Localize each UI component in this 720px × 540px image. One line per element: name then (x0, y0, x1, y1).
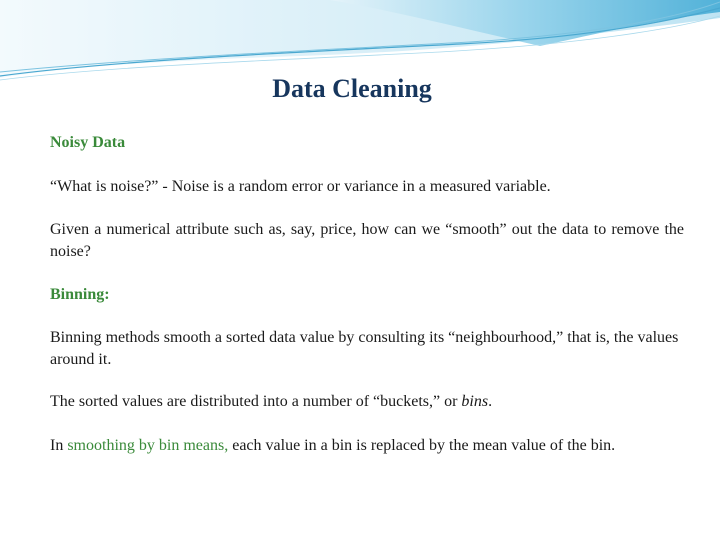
bins-term: bins (461, 393, 489, 410)
bin-means-rest: each value in a bin is replaced by the mean value of the bin. (228, 437, 616, 454)
binning-description: Binning methods smooth a sorted data value by consulting its “neighbourhood,” that is, the values around it. (50, 329, 679, 368)
buckets-sentence (50, 391, 684, 413)
slide-title (0, 74, 720, 104)
slide-title-text: Data Cleaning (272, 74, 432, 103)
smoothing-question: Given a numerical attribute such as, say, price, how can we “smooth” out the data to remove the noise? (50, 221, 684, 260)
noise-definition: “What is noise?” - Noise is a random error or variance in a measured variable. (50, 178, 551, 195)
bin-means-sentence (50, 435, 684, 457)
bin-means-term: smoothing by bin means, (67, 437, 229, 454)
buckets-end: . (488, 393, 493, 410)
buckets-text: The sorted values are distributed into a number of “buckets,” or (50, 393, 462, 410)
bin-means-prefix: In (50, 437, 68, 454)
binning-heading: Binning: (50, 286, 110, 303)
noisy-data-heading: Noisy Data (50, 134, 126, 151)
